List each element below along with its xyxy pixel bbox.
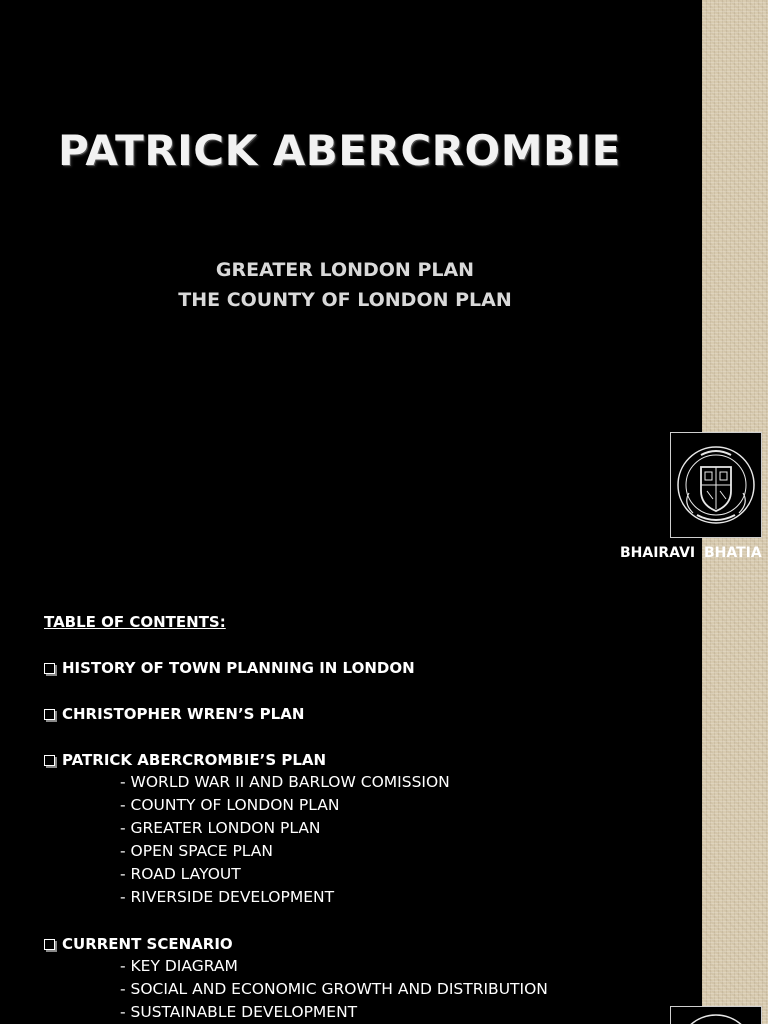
author-first-name: BHAIRAVI (620, 545, 696, 561)
toc-subitem: - WORLD WAR II AND BARLOW COMISSION (120, 773, 450, 791)
toc-subitem: - COUNTY OF LONDON PLAN (120, 796, 340, 814)
toc-heading: TABLE OF CONTENTS: (44, 613, 226, 631)
checkbox-bullet-icon (44, 939, 55, 950)
toc-item (44, 933, 694, 955)
toc-subitem: - SUSTAINABLE DEVELOPMENT (120, 1003, 358, 1021)
toc-item-label: CURRENT SCENARIO (62, 935, 233, 953)
college-crest-icon (670, 432, 762, 538)
toc-subitem: - ROAD LAYOUT (120, 865, 241, 883)
subtitle-line-2: THE COUNTY OF LONDON PLAN (178, 289, 512, 311)
toc-item-label: PATRICK ABERCROMBIE’S PLAN (62, 751, 327, 769)
subtitle-line-1: GREATER LONDON PLAN (215, 259, 475, 281)
toc-subitem: - RIVERSIDE DEVELOPMENT (120, 888, 335, 906)
toc-subitem: - SOCIAL AND ECONOMIC GROWTH AND DISTRIBUTION (120, 980, 548, 998)
checkbox-bullet-icon (44, 663, 55, 674)
toc-item (44, 657, 694, 679)
toc-subitem: - KEY DIAGRAM (120, 957, 238, 975)
author-last-name: BHATIA (704, 545, 762, 561)
toc-section (44, 703, 694, 725)
page-title: PATRICK ABERCROMBIE (58, 126, 621, 175)
toc-item (44, 703, 694, 725)
toc-item-label: HISTORY OF TOWN PLANNING IN LONDON (62, 659, 415, 677)
toc-item-label: CHRISTOPHER WREN’S PLAN (62, 705, 305, 723)
table-of-contents (44, 611, 694, 1024)
toc-subitem: - GREATER LONDON PLAN (120, 819, 321, 837)
toc-item (44, 749, 694, 771)
checkbox-bullet-icon (44, 755, 55, 766)
toc-section (44, 749, 694, 909)
checkbox-bullet-icon (44, 709, 55, 720)
toc-section (44, 657, 694, 679)
toc-subitem: - OPEN SPACE PLAN (120, 842, 273, 860)
toc-section (44, 933, 694, 1024)
decorative-side-strip (702, 576, 768, 1024)
